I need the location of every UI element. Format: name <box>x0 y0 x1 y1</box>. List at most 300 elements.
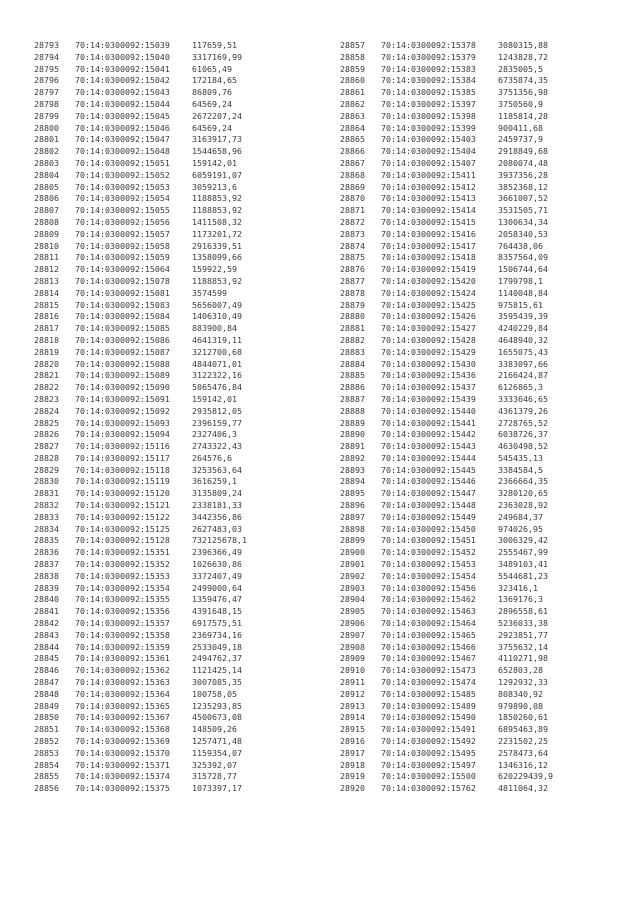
cadastral-value: 2166424,87 <box>498 370 548 381</box>
row-index: 28912 <box>340 688 365 699</box>
table-row <box>34 630 334 642</box>
row-index: 28859 <box>340 63 365 74</box>
table-row <box>34 264 334 276</box>
cadastral-number: 70:14:0300092:15500 <box>381 771 476 782</box>
cadastral-value: 764438,06 <box>498 240 543 251</box>
row-index: 28824 <box>34 405 59 416</box>
table-row <box>34 146 334 158</box>
table-row <box>340 193 640 205</box>
table-row <box>340 217 640 229</box>
row-index: 28854 <box>34 759 59 770</box>
cadastral-number: 70:14:0300092:15371 <box>75 759 170 770</box>
cadastral-number: 70:14:0300092:15404 <box>381 146 476 157</box>
cadastral-value: 86809,76 <box>192 87 232 98</box>
table-row <box>340 418 640 430</box>
cadastral-number: 70:14:0300092:15351 <box>75 547 170 558</box>
table-row <box>340 264 640 276</box>
table-row <box>34 665 334 677</box>
row-index: 28812 <box>34 264 59 275</box>
row-index: 28850 <box>34 712 59 723</box>
cadastral-value: 5656007,49 <box>192 299 242 310</box>
table-row <box>34 547 334 559</box>
cadastral-number: 70:14:0300092:15358 <box>75 629 170 640</box>
table-row <box>340 594 640 606</box>
row-index: 28886 <box>340 382 365 393</box>
row-index: 28805 <box>34 181 59 192</box>
table-row <box>34 323 334 335</box>
table-row <box>340 158 640 170</box>
table-row <box>340 524 640 536</box>
cadastral-number: 70:14:0300092:15369 <box>75 736 170 747</box>
cadastral-number: 70:14:0300092:15489 <box>381 700 476 711</box>
cadastral-value: 1799798,1 <box>498 275 543 286</box>
table-row <box>34 170 334 182</box>
cadastral-value: 3059213,6 <box>192 181 237 192</box>
cadastral-number: 70:14:0300092:15417 <box>381 240 476 251</box>
cadastral-number: 70:14:0300092:15444 <box>381 452 476 463</box>
table-row <box>34 347 334 359</box>
cadastral-value: 1026630,86 <box>192 559 242 570</box>
cadastral-number: 70:14:0300092:15125 <box>75 523 170 534</box>
cadastral-value: 2743322,43 <box>192 441 242 452</box>
cadastral-value: 2396159,77 <box>192 417 242 428</box>
row-index: 28816 <box>34 311 59 322</box>
cadastral-number: 70:14:0300092:15363 <box>75 677 170 688</box>
cadastral-number: 70:14:0300092:15352 <box>75 559 170 570</box>
table-row <box>34 771 334 783</box>
row-index: 28869 <box>340 181 365 192</box>
table-row <box>340 99 640 111</box>
cadastral-number: 70:14:0300092:15453 <box>381 559 476 570</box>
row-index: 28849 <box>34 700 59 711</box>
cadastral-number: 70:14:0300092:15427 <box>381 323 476 334</box>
cadastral-number: 70:14:0300092:15442 <box>381 429 476 440</box>
cadastral-number: 70:14:0300092:15378 <box>381 40 476 50</box>
cadastral-value: 159922,59 <box>192 264 237 275</box>
row-index: 28829 <box>34 464 59 475</box>
cadastral-value: 4110271,98 <box>498 653 548 664</box>
cadastral-value: 3163917,73 <box>192 134 242 145</box>
cadastral-number: 70:14:0300092:15055 <box>75 205 170 216</box>
cadastral-value: 2499000,64 <box>192 582 242 593</box>
cadastral-number: 70:14:0300092:15456 <box>381 582 476 593</box>
cadastral-value: 1185814,28 <box>498 110 548 121</box>
table-row <box>340 288 640 300</box>
row-index: 28811 <box>34 252 59 263</box>
cadastral-number: 70:14:0300092:15429 <box>381 346 476 357</box>
row-index: 28832 <box>34 500 59 511</box>
row-index: 28802 <box>34 146 59 157</box>
row-index: 28862 <box>340 98 365 109</box>
row-index: 28831 <box>34 488 59 499</box>
left-column <box>34 40 334 795</box>
row-index: 28820 <box>34 358 59 369</box>
cadastral-number: 70:14:0300092:15361 <box>75 653 170 664</box>
table-row <box>34 64 334 76</box>
cadastral-number: 70:14:0300092:15466 <box>381 641 476 652</box>
cadastral-number: 70:14:0300092:15122 <box>75 511 170 522</box>
cadastral-number: 70:14:0300092:15040 <box>75 51 170 62</box>
table-row <box>340 52 640 64</box>
table-row <box>34 241 334 253</box>
cadastral-value: 975815,61 <box>498 299 543 310</box>
cadastral-number: 70:14:0300092:15403 <box>381 134 476 145</box>
cadastral-number: 70:14:0300092:15092 <box>75 405 170 416</box>
cadastral-number: 70:14:0300092:15473 <box>381 665 476 676</box>
cadastral-value: 2918849,68 <box>498 146 548 157</box>
cadastral-value: 1257471,48 <box>192 736 242 747</box>
table-row <box>340 500 640 512</box>
cadastral-value: 2533049,18 <box>192 641 242 652</box>
table-row <box>34 465 334 477</box>
cadastral-value: 100758,05 <box>192 688 237 699</box>
table-row <box>340 653 640 665</box>
table-row <box>340 441 640 453</box>
cadastral-value: 545435,13 <box>498 452 543 463</box>
cadastral-number: 70:14:0300092:15064 <box>75 264 170 275</box>
table-row <box>340 736 640 748</box>
cadastral-value: 2935812,05 <box>192 405 242 416</box>
table-row <box>34 441 334 453</box>
row-index: 28908 <box>340 641 365 652</box>
cadastral-value: 64569,24 <box>192 122 232 133</box>
cadastral-number: 70:14:0300092:15085 <box>75 323 170 334</box>
cadastral-number: 70:14:0300092:15419 <box>381 264 476 275</box>
cadastral-value: 5236033,38 <box>498 618 548 629</box>
table-row <box>340 406 640 418</box>
row-index: 28878 <box>340 287 365 298</box>
cadastral-number: 70:14:0300092:15424 <box>381 287 476 298</box>
table-row <box>34 500 334 512</box>
table-row <box>340 429 640 441</box>
cadastral-number: 70:14:0300092:15044 <box>75 98 170 109</box>
cadastral-value: 2363028,92 <box>498 500 548 511</box>
row-index: 28815 <box>34 299 59 310</box>
cadastral-number: 70:14:0300092:15365 <box>75 700 170 711</box>
cadastral-number: 70:14:0300092:15089 <box>75 370 170 381</box>
cadastral-value: 2627483,03 <box>192 523 242 534</box>
table-row <box>34 134 334 146</box>
cadastral-number: 70:14:0300092:15364 <box>75 688 170 699</box>
row-index: 28911 <box>340 677 365 688</box>
row-index: 28856 <box>34 783 59 794</box>
right-column <box>340 40 640 795</box>
cadastral-value: 1073397,17 <box>192 783 242 794</box>
table-row <box>340 689 640 701</box>
row-index: 28819 <box>34 346 59 357</box>
row-index: 28893 <box>340 464 365 475</box>
cadastral-value: 6735874,35 <box>498 75 548 86</box>
row-index: 28907 <box>340 629 365 640</box>
row-index: 28810 <box>34 240 59 251</box>
cadastral-number: 70:14:0300092:15497 <box>381 759 476 770</box>
cadastral-value: 3751356,98 <box>498 87 548 98</box>
cadastral-number: 70:14:0300092:15118 <box>75 464 170 475</box>
row-index: 28890 <box>340 429 365 440</box>
row-index: 28804 <box>34 169 59 180</box>
cadastral-value: 3253563,64 <box>192 464 242 475</box>
cadastral-number: 70:14:0300092:15428 <box>381 334 476 345</box>
row-index: 28833 <box>34 511 59 522</box>
cadastral-value: 1188853,92 <box>192 275 242 286</box>
cadastral-value: 172184,65 <box>192 75 237 86</box>
row-index: 28808 <box>34 216 59 227</box>
cadastral-number: 70:14:0300092:15491 <box>381 724 476 735</box>
table-row <box>340 347 640 359</box>
cadastral-number: 70:14:0300092:15426 <box>381 311 476 322</box>
table-row <box>340 476 640 488</box>
row-index: 28871 <box>340 205 365 216</box>
cadastral-number: 70:14:0300092:15430 <box>381 358 476 369</box>
row-index: 28901 <box>340 559 365 570</box>
row-index: 28896 <box>340 500 365 511</box>
table-row <box>340 123 640 135</box>
cadastral-number: 70:14:0300092:15425 <box>381 299 476 310</box>
cadastral-number: 70:14:0300092:15440 <box>381 405 476 416</box>
row-index: 28818 <box>34 334 59 345</box>
table-row <box>340 783 640 795</box>
row-index: 28883 <box>340 346 365 357</box>
row-index: 28825 <box>34 417 59 428</box>
table-row <box>340 323 640 335</box>
row-index: 28858 <box>340 51 365 62</box>
cadastral-value: 3852368,12 <box>498 181 548 192</box>
cadastral-value: 3531505,71 <box>498 205 548 216</box>
table-row <box>34 252 334 264</box>
cadastral-value: 883900,84 <box>192 323 237 334</box>
cadastral-value: 2366664,35 <box>498 476 548 487</box>
row-index: 28803 <box>34 157 59 168</box>
cadastral-number: 70:14:0300092:15384 <box>381 75 476 86</box>
row-index: 28913 <box>340 700 365 711</box>
cadastral-number: 70:14:0300092:15399 <box>381 122 476 133</box>
table-row <box>340 559 640 571</box>
table-row <box>340 170 640 182</box>
cadastral-number: 70:14:0300092:15088 <box>75 358 170 369</box>
row-index: 28836 <box>34 547 59 558</box>
row-index: 28860 <box>340 75 365 86</box>
cadastral-number: 70:14:0300092:15414 <box>381 205 476 216</box>
cadastral-value: 3212700,68 <box>192 346 242 357</box>
cadastral-value: 3333646,65 <box>498 393 548 404</box>
cadastral-number: 70:14:0300092:15362 <box>75 665 170 676</box>
cadastral-value: 6917575,51 <box>192 618 242 629</box>
row-index: 28872 <box>340 216 365 227</box>
row-index: 28900 <box>340 547 365 558</box>
row-index: 28848 <box>34 688 59 699</box>
cadastral-value: 3007085,35 <box>192 677 242 688</box>
row-index: 28857 <box>340 40 365 50</box>
row-index: 28835 <box>34 535 59 546</box>
row-index: 28917 <box>340 747 365 758</box>
table-row <box>34 736 334 748</box>
cadastral-number: 70:14:0300092:15368 <box>75 724 170 735</box>
cadastral-value: 2672207,24 <box>192 110 242 121</box>
table-row <box>34 158 334 170</box>
cadastral-value: 2459737,9 <box>498 134 543 145</box>
cadastral-value: 2080074,48 <box>498 157 548 168</box>
table-row <box>340 618 640 630</box>
row-index: 28834 <box>34 523 59 534</box>
row-index: 28873 <box>340 228 365 239</box>
row-index: 28814 <box>34 287 59 298</box>
row-index: 28796 <box>34 75 59 86</box>
cadastral-value: 8357564,09 <box>498 252 548 263</box>
cadastral-number: 70:14:0300092:15397 <box>381 98 476 109</box>
row-index: 28875 <box>340 252 365 263</box>
row-index: 28801 <box>34 134 59 145</box>
table-row <box>340 724 640 736</box>
cadastral-number: 70:14:0300092:15485 <box>381 688 476 699</box>
cadastral-number: 70:14:0300092:15081 <box>75 287 170 298</box>
cadastral-value: 4240229,84 <box>498 323 548 334</box>
cadastral-number: 70:14:0300092:15762 <box>381 783 476 794</box>
row-index: 28793 <box>34 40 59 50</box>
cadastral-number: 70:14:0300092:15451 <box>381 535 476 546</box>
cadastral-number: 70:14:0300092:15048 <box>75 146 170 157</box>
cadastral-value: 1243828,72 <box>498 51 548 62</box>
table-row <box>34 382 334 394</box>
table-row <box>34 453 334 465</box>
cadastral-number: 70:14:0300092:15416 <box>381 228 476 239</box>
cadastral-number: 70:14:0300092:15119 <box>75 476 170 487</box>
cadastral-number: 70:14:0300092:15462 <box>381 594 476 605</box>
cadastral-value: 4811064,32 <box>498 783 548 794</box>
table-row <box>34 111 334 123</box>
cadastral-number: 70:14:0300092:15448 <box>381 500 476 511</box>
row-index: 28902 <box>340 570 365 581</box>
cadastral-value: 6038726,37 <box>498 429 548 440</box>
cadastral-value: 3383097,66 <box>498 358 548 369</box>
row-index: 28867 <box>340 157 365 168</box>
cadastral-value: 2494762,37 <box>192 653 242 664</box>
row-index: 28846 <box>34 665 59 676</box>
row-index: 28914 <box>340 712 365 723</box>
cadastral-value: 1300634,34 <box>498 216 548 227</box>
row-index: 28889 <box>340 417 365 428</box>
cadastral-number: 70:14:0300092:15359 <box>75 641 170 652</box>
table-row <box>340 382 640 394</box>
cadastral-value: 6895463,89 <box>498 724 548 735</box>
cadastral-value: 974026,95 <box>498 523 543 534</box>
table-row <box>34 205 334 217</box>
cadastral-number: 70:14:0300092:15087 <box>75 346 170 357</box>
table-row <box>34 642 334 654</box>
table-row <box>34 394 334 406</box>
row-index: 28891 <box>340 441 365 452</box>
cadastral-number: 70:14:0300092:15385 <box>381 87 476 98</box>
table-row <box>34 748 334 760</box>
row-index: 28905 <box>340 606 365 617</box>
table-row <box>340 370 640 382</box>
cadastral-value: 3616259,1 <box>192 476 237 487</box>
cadastral-number: 70:14:0300092:15447 <box>381 488 476 499</box>
table-row <box>34 535 334 547</box>
cadastral-value: 2338181,33 <box>192 500 242 511</box>
cadastral-number: 70:14:0300092:15490 <box>381 712 476 723</box>
table-row <box>340 488 640 500</box>
cadastral-value: 4844071,01 <box>192 358 242 369</box>
table-row <box>34 406 334 418</box>
cadastral-value: 3317169,99 <box>192 51 242 62</box>
cadastral-value: 159142,01 <box>192 157 237 168</box>
row-index: 28794 <box>34 51 59 62</box>
cadastral-number: 70:14:0300092:15443 <box>381 441 476 452</box>
cadastral-number: 70:14:0300092:15492 <box>381 736 476 747</box>
row-index: 28806 <box>34 193 59 204</box>
row-index: 28887 <box>340 393 365 404</box>
table-row <box>34 87 334 99</box>
row-index: 28885 <box>340 370 365 381</box>
row-index: 28920 <box>340 783 365 794</box>
table-row <box>340 760 640 772</box>
table-row <box>340 712 640 724</box>
cadastral-number: 70:14:0300092:15083 <box>75 299 170 310</box>
row-index: 28918 <box>340 759 365 770</box>
row-index: 28826 <box>34 429 59 440</box>
cadastral-value: 323416,1 <box>498 582 538 593</box>
row-index: 28897 <box>340 511 365 522</box>
row-index: 28821 <box>34 370 59 381</box>
cadastral-value: 3750560,9 <box>498 98 543 109</box>
cadastral-number: 70:14:0300092:15353 <box>75 570 170 581</box>
table-row <box>34 276 334 288</box>
cadastral-value: 3442356,86 <box>192 511 242 522</box>
row-index: 28864 <box>340 122 365 133</box>
table-row <box>34 524 334 536</box>
table-row <box>340 229 640 241</box>
cadastral-number: 70:14:0300092:15091 <box>75 393 170 404</box>
cadastral-value: 2923851,77 <box>498 629 548 640</box>
table-row <box>340 701 640 713</box>
table-row <box>340 64 640 76</box>
cadastral-number: 70:14:0300092:15084 <box>75 311 170 322</box>
table-row <box>34 429 334 441</box>
cadastral-value: 1140048,84 <box>498 287 548 298</box>
cadastral-number: 70:14:0300092:15078 <box>75 275 170 286</box>
table-row <box>340 300 640 312</box>
cadastral-value: 1406310,49 <box>192 311 242 322</box>
table-row <box>34 724 334 736</box>
table-row <box>340 252 640 264</box>
table-row <box>34 335 334 347</box>
row-index: 28909 <box>340 653 365 664</box>
cadastral-value: 2916339,51 <box>192 240 242 251</box>
cadastral-value: 1173201,72 <box>192 228 242 239</box>
cadastral-value: 159142,01 <box>192 393 237 404</box>
table-row <box>34 689 334 701</box>
table-row <box>340 571 640 583</box>
table-row <box>34 618 334 630</box>
cadastral-value: 61065,49 <box>192 63 232 74</box>
row-index: 28839 <box>34 582 59 593</box>
cadastral-number: 70:14:0300092:15355 <box>75 594 170 605</box>
cadastral-value: 4630498,52 <box>498 441 548 452</box>
cadastral-value: 808340,92 <box>498 688 543 699</box>
cadastral-value: 249684,37 <box>498 511 543 522</box>
row-index: 28870 <box>340 193 365 204</box>
row-index: 28882 <box>340 334 365 345</box>
cadastral-number: 70:14:0300092:15374 <box>75 771 170 782</box>
cadastral-value: 1369176,3 <box>498 594 543 605</box>
cadastral-value: 1188853,92 <box>192 193 242 204</box>
table-row <box>340 241 640 253</box>
row-index: 28899 <box>340 535 365 546</box>
row-index: 28892 <box>340 452 365 463</box>
cadastral-number: 70:14:0300092:15413 <box>381 193 476 204</box>
cadastral-number: 70:14:0300092:15467 <box>381 653 476 664</box>
cadastral-number: 70:14:0300092:15383 <box>381 63 476 74</box>
